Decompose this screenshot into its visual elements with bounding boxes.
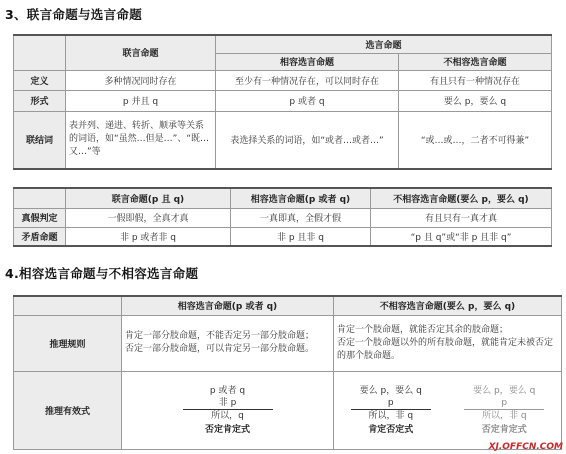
form-xiangrong-premise-1: p 或者 q [209, 385, 246, 396]
row-label-definition: 定义 [14, 70, 66, 90]
table-row [14, 227, 552, 246]
form-deny-name: 否定肯定式 [481, 424, 527, 435]
row-label-connective: 联结词 [14, 111, 66, 169]
table-row [14, 208, 552, 227]
table1-corner-cell [14, 35, 66, 70]
section-4-heading: 4.相容选言命题与不相容选言命题 [5, 266, 199, 281]
table-row [14, 90, 552, 111]
cell-rule-buxiangrong [334, 315, 562, 371]
rule-buxiangrong-line-2: 否定一个肢命题以外的所有肢命题，就能肯定未被否定的那个肢命题。 [337, 337, 554, 361]
cell-valid-xiangrong [122, 371, 334, 449]
form-xiangrong-conclusion: 所以，q [211, 410, 244, 421]
form-deny-premise-2: p [501, 397, 508, 408]
row-label-inference-rule: 推理规则 [14, 315, 122, 371]
offcn-watermark: XJ.OFFCN.COM [488, 442, 563, 452]
truth-contradiction-table [13, 187, 552, 247]
inference-rules-table [13, 295, 562, 450]
cell-connective-xiangrong: 表选择关系的词语，如“或者…或者…” [216, 111, 399, 169]
cell-contradiction-buxiangrong: “p 且 q”或“非 p 且非 q” [371, 227, 552, 246]
cell-definition-xiangrong: 至少有一种情况存在，可以同时存在 [216, 70, 399, 90]
cell-rule-xiangrong [122, 315, 334, 371]
cell-truth-buxiangrong: 有且只有一真才真 [371, 208, 552, 227]
cell-valid-buxiangrong [334, 371, 562, 449]
form-deny-premise-1: 要么 p，要么 q [473, 385, 536, 396]
row-label-valid-form: 推理有效式 [14, 371, 122, 449]
header-buxiangrong-pq: 不相容选言命题(要么 p，要么 q) [371, 188, 552, 208]
lianyan-xuanyan-definition-table [13, 34, 552, 170]
rule-xiangrong-line-1: 肯定一部分肢命题，不能否定另一部分肢命题； [125, 331, 315, 341]
row-label-form: 形式 [14, 90, 66, 111]
table-row [14, 70, 552, 90]
form-xiangrong-name: 否定肯定式 [204, 424, 250, 435]
form-buxiangrong-deny [448, 385, 562, 436]
cell-definition-buxiangrong: 有且只有一种情况存在 [399, 70, 552, 90]
cell-contradiction-xiangrong: 非 p 且非 q [231, 227, 371, 246]
form-affirm-premise-2: p [387, 397, 394, 408]
form-affirm-name: 肯定否定式 [368, 424, 414, 435]
cell-connective-lianyan: 表并列、递进、转折、顺承等关系的词语，如“虽然…但是…”、“既…又…”等 [66, 111, 216, 169]
cell-definition-lianyan: 多种情况同时存在 [66, 70, 216, 90]
cell-form-buxiangrong: 要么 p，要么 q [399, 90, 552, 111]
row-label-contradiction: 矛盾命题 [14, 227, 66, 246]
cell-contradiction-lianyan: 非 p 或者非 q [66, 227, 231, 246]
table-row [14, 371, 562, 449]
table-row [14, 111, 552, 169]
form-buxiangrong-affirm [334, 385, 448, 436]
table3-corner-cell [14, 296, 122, 315]
header-lianyan: 联言命题 [66, 35, 216, 70]
rule-buxiangrong-line-1: 肯定一个肢命题，就能否定其余的肢命题； [337, 324, 509, 335]
row-label-truth: 真假判定 [14, 208, 66, 227]
cell-form-xiangrong: p 或者 q [216, 90, 399, 111]
header-lianyan-pq: 联言命题(p 且 q) [66, 188, 231, 208]
form-affirm-conclusion: 所以，非 q [368, 410, 414, 421]
cell-truth-xiangrong: 一真即真，全假才假 [231, 208, 371, 227]
form-xiangrong-premise-2: 非 p [218, 397, 237, 408]
header-buxiangrong: 不相容选言命题 [399, 53, 552, 70]
header-xuanyan: 选言命题 [216, 35, 552, 53]
section-3-heading: 3、联言命题与选言命题 [5, 7, 142, 22]
cell-truth-lianyan: 一假即假，全真才真 [66, 208, 231, 227]
table2-corner-cell [14, 188, 66, 208]
form-affirm-premise-1: 要么 p，要么 q [359, 385, 422, 396]
rule-xiangrong-line-2: 否定一部分肢命题，可以肯定另一部分肢命题。 [125, 344, 315, 354]
table-row [14, 315, 562, 371]
cell-form-lianyan: p 并且 q [66, 90, 216, 111]
header-buxiangrong-form: 不相容选言命题(要么 p，要么 q) [334, 296, 562, 315]
cell-connective-buxiangrong: “或…或…，二者不可得兼” [399, 111, 552, 169]
header-xiangrong-pq: 相容选言命题(p 或者 q) [231, 188, 371, 208]
header-xiangrong-form: 相容选言命题(p 或者 q) [122, 296, 334, 315]
form-deny-conclusion: 所以，非 q [481, 410, 527, 421]
header-xiangrong: 相容选言命题 [216, 53, 399, 70]
